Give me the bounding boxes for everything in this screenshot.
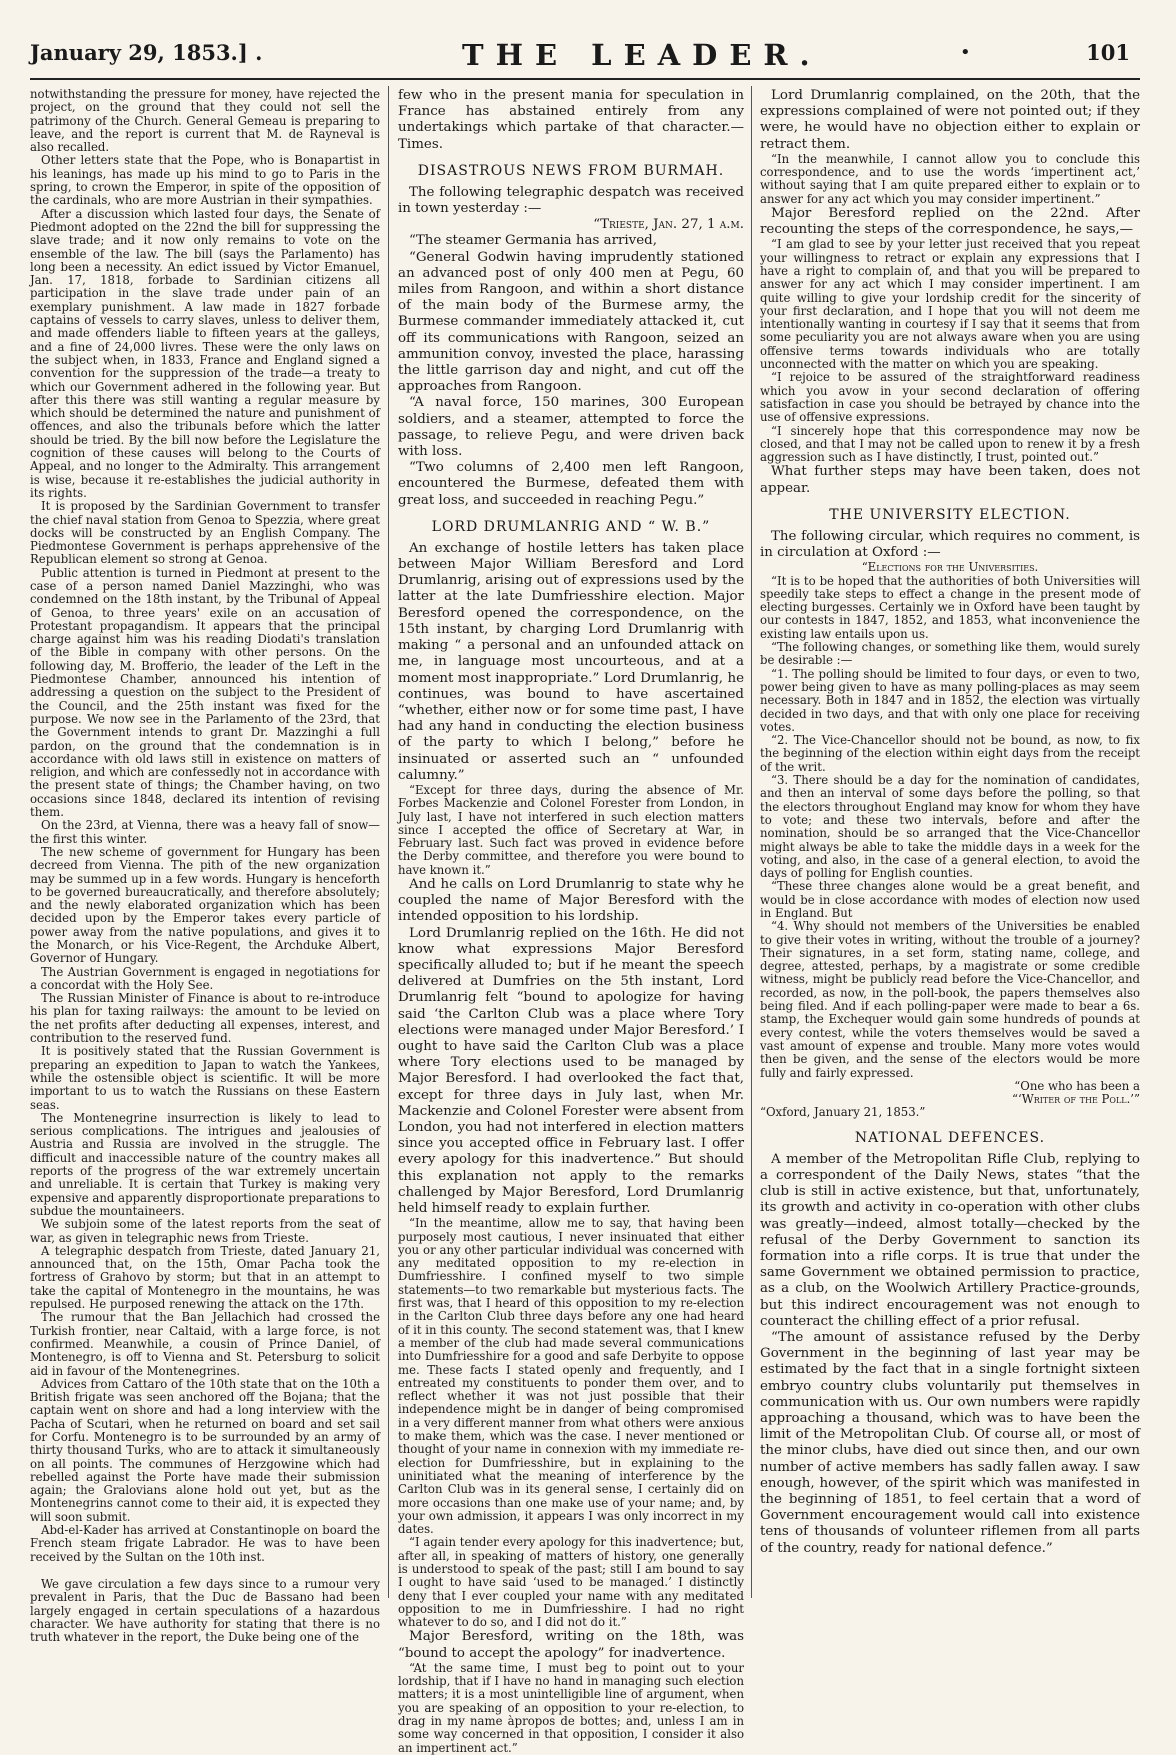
- dateline: “Trieste, Jan. 27, 1 a.m.: [593, 217, 744, 233]
- paragraph: On the 23rd, at Vienna, there was a heavy fall of snow—the first this winter.: [30, 818, 380, 846]
- newspaper-title: THE LEADER.: [462, 38, 822, 72]
- paragraph: “The amount of assistance refused by the Derby Government in the beginning of last year may be estimated by the fact that in a single fortnight sixteen embryo country clubs voluntarily put themselves in communication with us. Our own numbers were rapidly approaching a thousand, which was to have been the limit of the Metropolitan Club. Of course all, or most of the minor clubs, have died out since then, and our own number of active members has sadly fallen away. I saw enough, however, of the spirit which was manifested in the beginning of 1851, to feel certain that a word of Government encouragement would call into existence tens of thousands of volunteer riflemen from all parts of the country, ready for national defence.”: [760, 1329, 1140, 1556]
- paragraph: “2. The Vice-Chancellor should not be bound, as now, to fix the beginning of the election within eight days from the receipt of the writ.: [760, 733, 1140, 774]
- paragraph: And he calls on Lord Drumlanrig to state why he coupled the name of Major Beresford with the intended opposition to his lordship.: [398, 877, 744, 925]
- page-number: 101: [1086, 40, 1130, 65]
- paragraph: We gave circulation a few days since to a rumour very prevalent in Paris, that the Duc de Bassano had been largely engaged in certain speculations of a hazardous character. We have authority for stating that there is no truth whatever in the report, the Duke being one of the: [30, 1576, 380, 1645]
- paragraph: Abd-el-Kader has arrived at Constantinople on board the French steam frigate Labrador. He was to have been received by the Sultan on the 10th inst.: [30, 1523, 380, 1564]
- paragraph: “Two columns of 2,400 men left Rangoon, encountered the Burmese, defeated them with great loss, and succeeded in reaching Pegu.”: [398, 460, 744, 508]
- column-divider: [751, 86, 752, 1598]
- paragraph: “At the same time, I must beg to point out to your lordship, that if I have no hand in managing such election matters; it is a most unintelligible line of argument, when you are speaking of an opposition to your re-election, to drag in my name àpropos de bottes; and, unless I am in some way concerned in that opposition, I consider it also an impertinent act.”: [398, 1660, 744, 1755]
- column-2: [398, 88, 744, 1755]
- paragraph: “It is to be hoped that the authorities of both Universities will speedily take steps to effect a change in the present mode of electing burgesses. Certainly we in Oxford have been taught by our contests in 1847, 1852, and 1853, what inconvenience the existing law entails upon us.: [760, 573, 1140, 641]
- paragraph: Other letters state that the Pope, who is Bonapartist in his leanings, has made up his mind to go to Paris in the spring, to crown the Emperor, in spite of the opposition of the cardinals, who are more Austrian in their sympathies.: [30, 153, 380, 208]
- ornament-icon: •: [960, 42, 971, 63]
- section-heading-university: THE UNIVERSITY ELECTION.: [829, 506, 1071, 523]
- paragraph: The following telegraphic despatch was received in town yesterday :—: [398, 184, 744, 217]
- column-3: [760, 88, 1140, 1598]
- paragraph: What further steps may have been taken, does not appear.: [760, 464, 1140, 496]
- paragraph: “I sincerely hope that this correspondence may now be closed, and that I may not be called upon to renew it by a fresh aggression such as I have distinctly, I trust, pointed out.”: [760, 423, 1140, 465]
- paragraph: Public attention is turned in Piedmont at present to the case of a person named Daniel Mazzinghi, who was condemned on the 18th instant, by the Tribunal of Appeal of Genoa, to three years' exile on an accusation of Protestant propagandism. It appears that the principal charge against him was his reading Diodati's translation of the Bible in company with other persons. On the following day, M. Brofferio, the leader of the Left in the Piedmontese Chamber, announced his intention of addressing a question on the subject to the President of the Council, and the 25th instant was fixed for the purpose. We now see in the Parlamento of the 23rd, that the Government intends to grant Dr. Mazzinghi a full pardon, on the ground that the condemnation is in accordance with old laws still in existence on matters of religion, and which are confessedly not in accordance with the present state of things; the Chamber having, on two occasions since 1848, declared its intention of revising them.: [30, 565, 380, 820]
- circular-title: “Elections for the Universities.: [861, 560, 1039, 575]
- paragraph: “In the meanwhile, I cannot allow you to conclude this correspondence, and to use the words ‘impertinent act,’ without saying that I am quite prepared either to explain or to answer for any act which you may consider impertinent.”: [760, 151, 1140, 206]
- paragraph: The new scheme of government for Hungary has been decreed from Vienna. The pith of the new organization may be summed up in a few words. Hungary is henceforth to be governed bureaucratically, and therefore absolutely; and the newly elaborated organization which has been decided upon by the Emperor takes every particle of power away from the native populations, and gives it to the Monarch, or his Vice-Regent, the Archduke Albert, Governor of Hungary.: [30, 844, 380, 966]
- paragraph: “In the meantime, allow me to say, that having been purposely most cautious, I never insinuated that either you or any other particular individual was concerned with any meditated opposition to my re-election in Dumfriesshire. I confined myself to two simple statements—to two remarkable but mysterious facts. The first was, that I heard of this opposition to my re-election in the Carlton Club three days before any one had heard of it in this county. The second statement was, that I knew a member of the club had made several communications into Dumfriesshire for a good and safe Derbyite to oppose me. These facts I stated openly and frequently, and I entreated my constituents to ponder them over, and to reflect whether it was not just possible that their independence might be in danger of being compromised in a very different manner from what others were anxious to make them, which was the case. I never mentioned or thought of your name in connexion with my immediate re-election for Dumfriesshire, but in explaining to the uninitiated what the meaning of interference by the Carlton Club was in its general sense, I certainly did on more occasions than one make use of your name; and, by your own admission, it appears I was only incorrect in my dates.: [398, 1216, 744, 1537]
- paragraph: The rumour that the Ban Jellachich had crossed the Turkish frontier, near Caltaid, with a large force, is not confirmed. Meanwhile, a cousin of Prince Daniel, of Montenegro, is off to Vienna and St. Petersburg to solicit aid in favour of the Montenegrines.: [30, 1310, 380, 1378]
- paragraph: Major Beresford, writing on the 18th, was “bound to accept the apology” for inadvertence.: [398, 1629, 744, 1661]
- paragraph: “I am glad to see by your letter just received that you repeat your willingness to retract or explain any expressions that I have a right to complain of, and that you will be prepared to answer for any act which I may consider impertinent. I am quite willing to give your lordship credit for the sincerity of your first declaration, and I hope that you will not deem me intentionally wanting in courtesy if I say that it seems that from some peculiarity you are not always aware when you are using offensive terms towards individuals who are totally unconnected with the matter on which you are speaking.: [760, 237, 1140, 372]
- column-divider: [388, 86, 389, 1598]
- paragraph: The Montenegrine insurrection is likely to lead to serious complications. The intrigues and jealousies of Austria and Russia are involved in the struggle. The difficult and inaccessible nature of the country makes all reports of the progress of the war extremely uncertain and unreliable. It is certain that Turkey is making very expensive and apparently disproportionate preparations to subdue the mountaineers.: [30, 1110, 380, 1218]
- paragraph: Advices from Cattaro of the 10th state that on the 10th a British frigate was seen anchored off the Bojana; that the captain went on shore and had a long interview with the Pacha of Scutari, when he returned on board and set sail for Corfu. Montenegro is to be surrounded by an army of thirty thousand Turks, who are to attack it simultaneously on all points. The communes of Herzgowine which had rebelled against the Porte have made their submission again; the Gralovians alone hold out yet, but as the Montenegrins cannot come to their aid, it is expected they will soon submit.: [30, 1376, 380, 1524]
- masthead: [30, 38, 1140, 82]
- paragraph: A telegraphic despatch from Trieste, dated January 21, announced that, on the 15th, Omar Pacha took the fortress of Grahovo by storm; but that in an attempt to take the capital of Montenegro in the mountains, he was repulsed. He purposed renewing the attack on the 17th.: [30, 1243, 380, 1312]
- paragraph: A member of the Metropolitan Rifle Club, replying to a correspondent of the Daily News, states “that the club is still in active existence, but that, unfortunately, its growth and activity in co-operation with other clubs was greatly—indeed, almost totally—checked by the refusal of the Derby Government to sanction its formation into a rifle corps. It is true that under the same Government we obtained permission to practice, as a club, on the Woolwich Artillery Practice-grounds, but this indirect encouragement was not enough to counteract the chilling effect of a prior refusal.: [760, 1151, 1140, 1329]
- paragraph: “Except for three days, during the absence of Mr. Forbes Mackenzie and Colonel Forester from London, in July last, I have not interfered in such election matters since I accepted the office of Secretary at War, in February last. Such fact was proved in evidence before the Derby committee, and therefore you were bound to have known it.”: [398, 782, 744, 877]
- paragraph: few who in the present mania for speculation in France has abstained entirely from any undertakings which partake of that character.—Times.: [398, 88, 744, 152]
- issue-date: January 29, 1853.] .: [30, 40, 263, 65]
- paragraph: After a discussion which lasted four days, the Senate of Piedmont adopted on the 22nd the bill for suppressing the slave trade; and it now only remains to vote on the ensemble of the law. The bill (says the Parlamento) has long been a necessity. An edict issued by Victor Emanuel, Jan. 17, 1818, forbade to Sardinian citizens all participation in the slave trade under pain of an exemplary punishment. A law made in 1827 forbade captains of vessels to carry slaves, unless to deliver them, and made offenders liable to fifteen years at the galleys, and a fine of 24,000 livres. These were the only laws on the subject when, in 1833, France and England signed a convention for the suppression of the trade—a treaty to which our Government adhered in the following year. But after this there was still wanting a regular measure by which should be determined the nature and punishment of offences, and also the tribunals before which the latter should be tried. By the bill now before the Legislature the cognition of these causes will belong to the Courts of Appeal, and no longer to the Admiralty. This arrangement is wise, because it re-establishes the judicial authority in its rights.: [30, 206, 380, 500]
- paragraph: It is positively stated that the Russian Government is preparing an expedition to Japan to watch the Yankees, while the ostensible object is scientific. It will be more important to us to watch the Russians on these Eastern seas.: [30, 1044, 380, 1112]
- paragraph: We subjoin some of the latest reports from the seat of war, as given in telegraphic news from Trieste.: [30, 1217, 380, 1245]
- paragraph: “A naval force, 150 marines, 300 European soldiers, and a steamer, attempted to force the passage, to relieve Pegu, and were driven back with loss.: [398, 395, 744, 460]
- paragraph: “4. Why should not members of the Universities be enabled to give their votes in writing, without the trouble of a journey? Their signatures, in a set form, stating name, college, and degree, attested, perhaps, by a magistrate or some credible witness, might be publicly read before the Vice-Chancellor, and recorded, as now, in the poll-book, the papers themselves also being filed. And if each polling-paper were made to bear a 6s. stamp, the Exchequer would gain some hundreds of pounds at every contest, while the voters themselves would be saved a vast amount of expense and trouble. Many more votes would then be given, and the sense of the electors would be more fully and fairly expressed.: [760, 919, 1140, 1080]
- paragraph: An exchange of hostile letters has taken place between Major William Beresford and Lord Drumlanrig, arising out of expressions used by the latter at the late Dumfriesshire election. Major Beresford opened the correspondence, on the 15th instant, by charging Lord Drumlanrig with making “ a personal and an unfounded attack on me, in language most uncourteous, and at a moment most inappropriate.” Lord Drumlanrig, he continues, was bound to have ascertained “whether, either now or for some time past, I have had any hand in conducting the election business of the party to which I belong,” before he insinuated or asserted such an “ unfounded calumny.”: [398, 540, 744, 783]
- paragraph: notwithstanding the pressure for money, have rejected the project, on the ground that they could not sell the patrimony of the Church. General Gemeau is preparing to leave, and the report is current that M. de Rayneval is also recalled.: [30, 87, 380, 155]
- paragraph: Major Beresford replied on the 22nd. After recounting the steps of the correspondence, he says,—: [760, 206, 1140, 238]
- spacer: [30, 1564, 380, 1578]
- paragraph: The Russian Minister of Finance is about to re-introduce his plan for taxing railways: the amount to be levied on the net profits after deducting all expenses, interest, and contribution to the reserved fund.: [30, 991, 380, 1046]
- paragraph: Lord Drumlanrig replied on the 16th. He did not know what expressions Major Beresford specifically alluded to; but if he meant the speech delivered at Dumfries on the 5th instant, Lord Drumlanrig felt “bound to apologize for having said ‘the Carlton Club was a place where Tory elections were managed under Major Beresford.’ I ought to have said the Carlton Club was a place where Tory elections used to be managed by Major Beresford. I had overlooked the fact that, except for three days in July last, when Mr. Mackenzie and Colonel Forester were absent from London, you had not interfered in election matters since you accepted office in February last. I offer every apology for this inadvertence.” But should this explanation not apply to the remarks challenged by Major Beresford, Lord Drumlanrig held himself ready to explain further.: [398, 925, 744, 1217]
- signature: “‘Writer of the Poll.’”: [1012, 1092, 1140, 1107]
- paragraph: The following circular, which requires no comment, is in circulation at Oxford :—: [760, 528, 1140, 561]
- masthead-rule: [30, 78, 1140, 80]
- paragraph: The Austrian Government is engaged in negotiations for a concordat with the Holy See.: [30, 964, 380, 992]
- section-heading-defences: NATIONAL DEFENCES.: [854, 1129, 1046, 1146]
- section-heading-burmah: DISASTROUS NEWS FROM BURMAH.: [417, 162, 725, 179]
- signature-date: “Oxford, January 21, 1853.”: [760, 1105, 926, 1120]
- signature: “One who has been a: [1014, 1078, 1140, 1093]
- paragraph: Lord Drumlanrig complained, on the 20th, that the expressions complained of were not pointed out; if they were, he would have no objection either to explain or retract them.: [760, 88, 1140, 152]
- paragraph: “These three changes alone would be a great benefit, and would be in close accordance with modes of election now used in England. But: [760, 879, 1140, 920]
- paragraph: “3. There should be a day for the nomination of candidates, and then an interval of some days before the polling, so that the electors throughout England may know for whom they have to vote; and these two intervals, before and after the nomination, should be so arranged that the Vice-Chancellor might always be able to take the middle days in a week for the voting, and also, in the case of a general election, to avoid the days of polling for English counties.: [760, 773, 1140, 881]
- paragraph: “1. The polling should be limited to four days, or even to two, power being given to have as many polling-places as may seem necessary. Both in 1847 and in 1852, the election was virtually decided in two days, and that with only one place for receiving votes.: [760, 666, 1140, 734]
- paragraph: “I again tender every apology for this inadvertence; but, after all, in speaking of matters of history, one generally is understood to speak of the past; still I am bound to say I ought to have said ‘used to be managed.’ I distinctly deny that I ever coupled your name with any meditated opposition to me in Dumfriesshire. I had no right whatever to do so, and I did not do it.”: [398, 1535, 744, 1630]
- paragraph: “I rejoice to be assured of the straightforward readiness which you avow in your second declaration of offering satisfaction in case you should be betrayed by chance into the use of offensive expressions.: [760, 370, 1140, 425]
- paragraph: “The following changes, or something like them, would surely be desirable :—: [760, 640, 1140, 668]
- paragraph: “General Godwin having imprudently stationed an advanced post of only 400 men at Pegu, 60 miles from Rangoon, and within a short distance of the main body of the Burmese army, the Burmese commander immediately attacked it, cut off its communications with Rangoon, seized an ammunition convoy, invested the place, harassing the little garrison day and night, and cut off the approaches from Rangoon.: [398, 249, 744, 395]
- paragraph: “The steamer Germania has arrived,: [409, 233, 657, 249]
- column-1: [30, 87, 380, 1645]
- paragraph: It is proposed by the Sardinian Government to transfer the chief naval station from Genoa to Spezzia, where great docks will be constructed by an English Company. The Piedmontese Government is perhaps apprehensive of the Republican element so strong at Genoa.: [30, 499, 380, 567]
- section-heading-drumlanrig: LORD DRUMLANRIG AND “ W. B.”: [431, 518, 711, 535]
